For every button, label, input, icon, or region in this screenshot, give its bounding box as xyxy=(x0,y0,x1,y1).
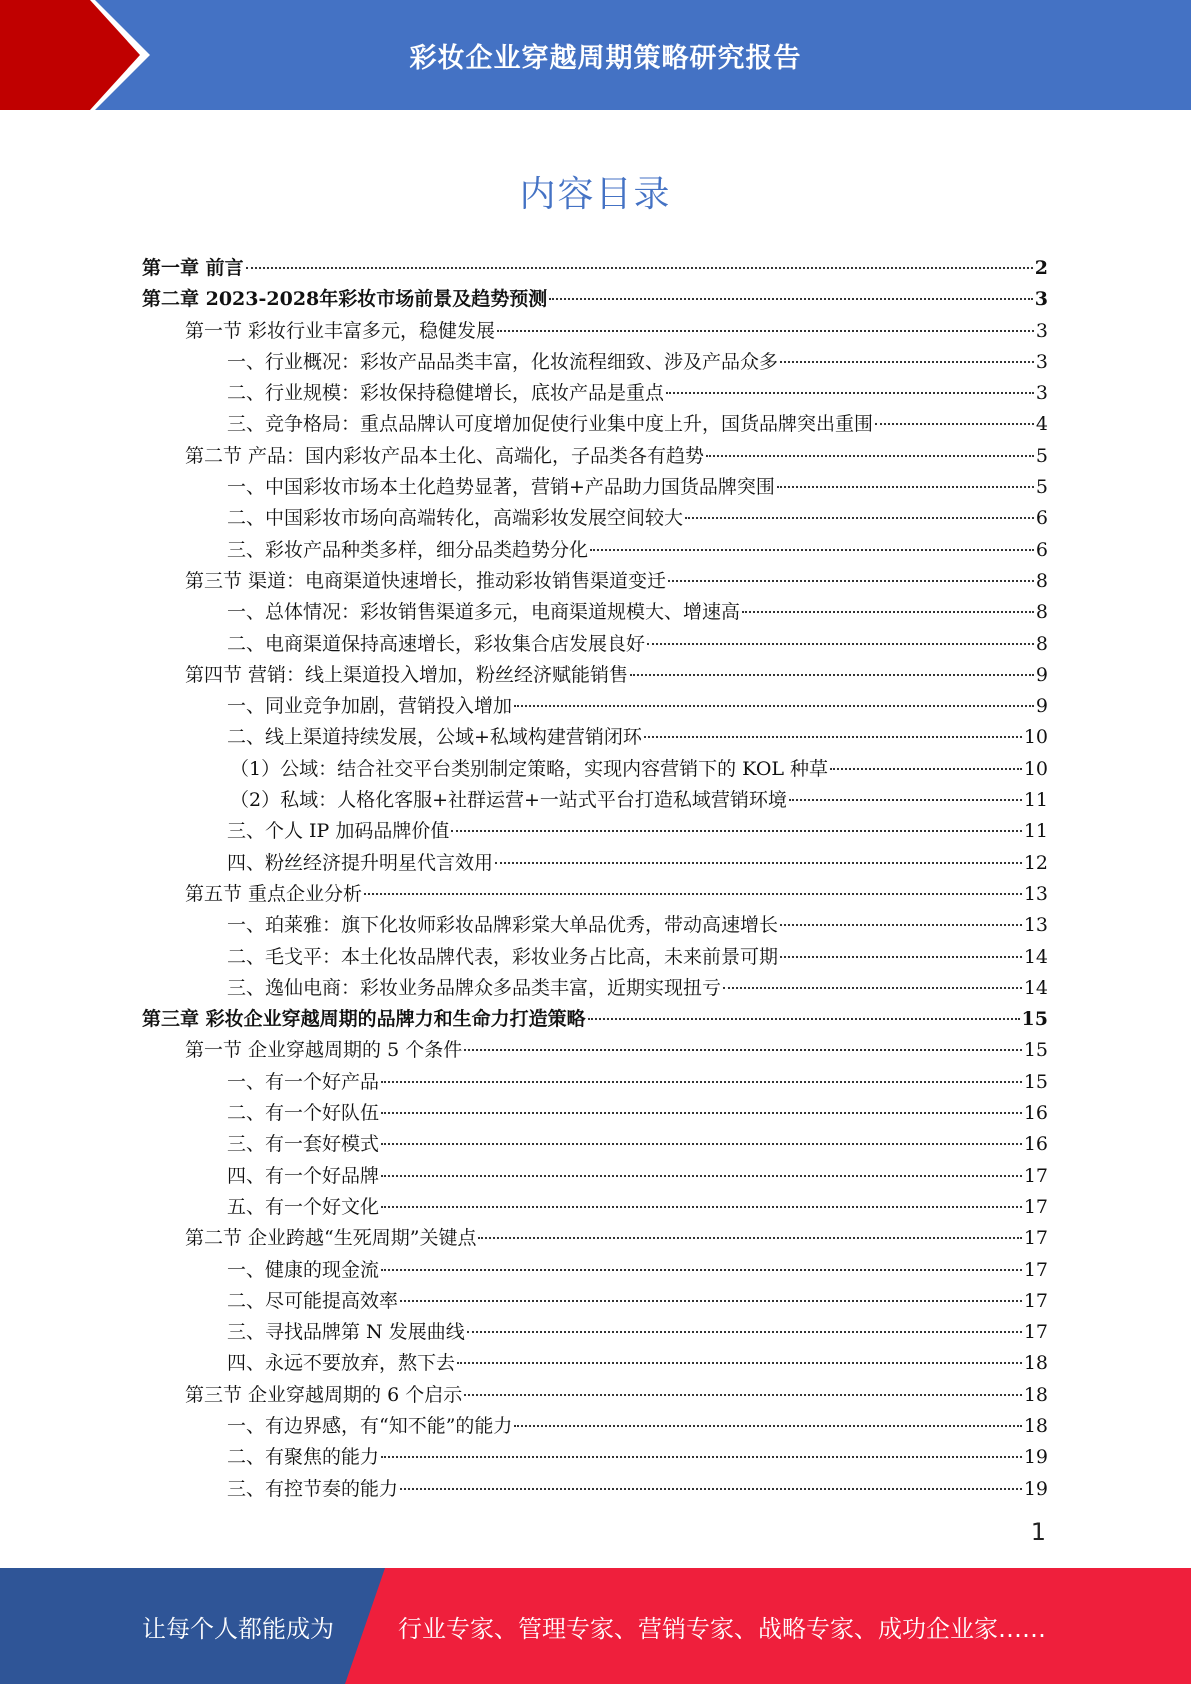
toc-entry-page: 12 xyxy=(1023,851,1048,874)
toc-entry-label: 三、个人 IP 加码品牌价值 xyxy=(227,820,450,843)
toc-entry[interactable] xyxy=(142,1004,1048,1035)
page-footer xyxy=(0,1568,1191,1684)
toc-entry[interactable] xyxy=(142,942,1048,973)
toc-entry-label: 二、尽可能提高效率 xyxy=(227,1289,399,1312)
toc-leader-dots xyxy=(381,1081,1022,1083)
toc-leader-dots xyxy=(685,517,1034,519)
toc-entry-label: 二、有聚焦的能力 xyxy=(227,1446,380,1469)
toc-entry-label: 第三节 企业穿越周期的 6 个启示 xyxy=(185,1383,463,1406)
toc-entry[interactable] xyxy=(142,1192,1048,1223)
toc-entry-label: 三、逸仙电商：彩妆业务品牌众多品类丰富，近期实现扭亏 xyxy=(227,976,722,999)
toc-entry-label: 三、有控节奏的能力 xyxy=(227,1477,399,1500)
toc-entry-label: 第三节 渠道：电商渠道快速增长，推动彩妆销售渠道变迁 xyxy=(185,569,667,592)
toc-leader-dots xyxy=(464,1049,1022,1051)
toc-entry-page: 3 xyxy=(1034,288,1048,311)
toc-leader-dots xyxy=(706,455,1034,457)
toc-leader-dots xyxy=(381,1269,1022,1271)
toc-leader-dots xyxy=(780,361,1034,363)
toc-entry-page: 14 xyxy=(1023,976,1048,999)
toc-entry-label: 二、有一个好队伍 xyxy=(227,1102,380,1125)
toc-entry-page: 11 xyxy=(1023,789,1048,812)
toc-entry[interactable] xyxy=(142,1348,1048,1379)
toc-entry[interactable] xyxy=(142,1067,1048,1098)
toc-entry-page: 16 xyxy=(1023,1102,1048,1125)
toc-entry[interactable] xyxy=(142,535,1048,566)
toc-entry[interactable] xyxy=(142,973,1048,1004)
toc-leader-dots xyxy=(381,1206,1022,1208)
toc-leader-dots xyxy=(630,674,1034,676)
toc-entry-page: 8 xyxy=(1035,569,1048,592)
toc-entry-label: 第二节 企业跨越“生死周期”关键点 xyxy=(185,1227,477,1250)
toc-entry[interactable] xyxy=(142,1255,1048,1286)
toc-entry-page: 3 xyxy=(1035,319,1048,342)
toc-entry[interactable] xyxy=(142,816,1048,847)
table-of-contents xyxy=(142,253,1048,1505)
toc-entry[interactable] xyxy=(142,691,1048,722)
toc-leader-dots xyxy=(644,736,1022,738)
page-header xyxy=(0,0,1191,110)
toc-entry[interactable] xyxy=(142,1411,1048,1442)
toc-leader-dots xyxy=(381,1112,1022,1114)
toc-entry-label: （2）私域：人格化客服+社群运营+一站式平台打造私域营销环境 xyxy=(230,789,787,812)
toc-entry[interactable] xyxy=(142,1129,1048,1160)
toc-entry-label: （1）公域：结合社交平台类别制定策略，实现内容营销下的 KOL 种草 xyxy=(230,757,829,780)
toc-entry[interactable] xyxy=(142,472,1048,503)
toc-entry-label: 一、有一个好产品 xyxy=(227,1070,380,1093)
toc-entry[interactable] xyxy=(142,754,1048,785)
toc-entry-page: 2 xyxy=(1034,257,1048,279)
toc-leader-dots xyxy=(723,987,1022,989)
toc-entry-label: 二、行业规模：彩妆保持稳健增长，底妆产品是重点 xyxy=(227,382,665,405)
toc-entry-label: 一、中国彩妆市场本土化趋势显著，营销+产品助力国货品牌突围 xyxy=(227,476,775,499)
toc-leader-dots xyxy=(451,830,1021,832)
toc-entry[interactable] xyxy=(142,1223,1048,1254)
toc-entry[interactable] xyxy=(142,1317,1048,1348)
toc-heading: 内容目录 xyxy=(519,174,672,215)
toc-entry-label: 一、健康的现金流 xyxy=(227,1258,380,1281)
toc-leader-dots xyxy=(364,893,1022,895)
toc-leader-dots xyxy=(875,423,1034,425)
toc-leader-dots xyxy=(467,1331,1022,1333)
toc-entry-label: 三、有一套好模式 xyxy=(227,1133,380,1156)
toc-entry-page: 3 xyxy=(1035,382,1048,405)
toc-entry-label: 一、行业概况：彩妆产品品类丰富，化妆流程细致、涉及产品众多 xyxy=(227,350,779,373)
toc-entry[interactable] xyxy=(142,316,1048,347)
toc-entry[interactable] xyxy=(142,503,1048,534)
toc-entry-label: 第四节 营销：线上渠道投入增加，粉丝经济赋能销售 xyxy=(185,663,629,686)
toc-leader-dots xyxy=(588,1018,1020,1020)
toc-leader-dots xyxy=(246,267,1033,269)
toc-entry-page: 11 xyxy=(1023,820,1048,843)
toc-entry-page: 19 xyxy=(1023,1477,1048,1500)
toc-entry-label: 一、总体情况：彩妆销售渠道多元，电商渠道规模大、增速高 xyxy=(227,601,741,624)
toc-entry[interactable] xyxy=(142,1286,1048,1317)
toc-leader-dots xyxy=(789,799,1022,801)
page-number: 1 xyxy=(1030,1518,1046,1546)
toc-leader-dots xyxy=(495,862,1022,864)
toc-entry-label: 第一章 前言 xyxy=(142,257,244,279)
toc-leader-dots xyxy=(478,1237,1021,1239)
toc-entry-page: 16 xyxy=(1023,1133,1048,1156)
toc-leader-dots xyxy=(400,1488,1022,1490)
toc-entry-page: 4 xyxy=(1035,413,1048,436)
toc-entry-page: 17 xyxy=(1023,1227,1048,1250)
toc-entry-label: 一、同业竞争加剧，营销投入增加 xyxy=(227,695,513,718)
toc-leader-dots xyxy=(457,1362,1022,1364)
toc-entry[interactable] xyxy=(142,441,1048,472)
toc-entry-page: 10 xyxy=(1023,757,1048,780)
toc-entry-page: 17 xyxy=(1023,1321,1048,1344)
toc-entry-page: 13 xyxy=(1023,914,1048,937)
toc-entry[interactable] xyxy=(142,910,1048,941)
toc-entry-page: 9 xyxy=(1035,695,1048,718)
toc-entry[interactable] xyxy=(142,284,1048,315)
toc-entry-page: 5 xyxy=(1035,476,1048,499)
toc-entry-label: 一、有边界感，有“知不能”的能力 xyxy=(227,1414,513,1437)
toc-entry[interactable] xyxy=(142,1035,1048,1066)
toc-entry-label: 第二节 产品：国内彩妆产品本土化、高端化，子品类各有趋势 xyxy=(185,444,705,467)
toc-leader-dots xyxy=(590,549,1034,551)
toc-entry-page: 18 xyxy=(1023,1383,1048,1406)
toc-entry[interactable] xyxy=(142,566,1048,597)
toc-entry-page: 8 xyxy=(1035,632,1048,655)
toc-entry-page: 15 xyxy=(1023,1039,1048,1062)
toc-entry-page: 14 xyxy=(1023,945,1048,968)
toc-entry-page: 17 xyxy=(1023,1289,1048,1312)
toc-entry[interactable] xyxy=(142,347,1048,378)
toc-entry-label: 四、永远不要放弃，熬下去 xyxy=(227,1352,456,1375)
toc-entry-label: 第三章 彩妆企业穿越周期的品牌力和生命力打造策略 xyxy=(142,1008,586,1031)
toc-entry-page: 18 xyxy=(1023,1414,1048,1437)
toc-leader-dots xyxy=(381,1175,1022,1177)
toc-entry-page: 10 xyxy=(1023,726,1048,749)
toc-entry[interactable] xyxy=(142,597,1048,628)
toc-entry-label: 五、有一个好文化 xyxy=(227,1195,380,1218)
toc-entry-label: 三、彩妆产品种类多样，细分品类趋势分化 xyxy=(227,538,589,561)
toc-leader-dots xyxy=(780,956,1022,958)
toc-entry-page: 17 xyxy=(1023,1195,1048,1218)
toc-entry-label: 三、竞争格局：重点品牌认可度增加促使行业集中度上升，国货品牌突出重围 xyxy=(227,413,874,436)
toc-leader-dots xyxy=(780,924,1022,926)
toc-entry-page: 19 xyxy=(1023,1446,1048,1469)
toc-leader-dots xyxy=(666,392,1034,394)
toc-entry[interactable] xyxy=(142,253,1048,284)
footer-slogan-left: 让每个人都能成为 xyxy=(142,1614,334,1643)
toc-leader-dots xyxy=(830,768,1022,770)
toc-leader-dots xyxy=(549,298,1033,300)
toc-entry-label: 四、有一个好品牌 xyxy=(227,1164,380,1187)
toc-entry[interactable] xyxy=(142,785,1048,816)
toc-entry-page: 3 xyxy=(1035,350,1048,373)
toc-entry-label: 第五节 重点企业分析 xyxy=(185,882,363,905)
toc-leader-dots xyxy=(381,1143,1022,1145)
toc-leader-dots xyxy=(514,705,1034,707)
toc-entry-page: 15 xyxy=(1023,1070,1048,1093)
toc-leader-dots xyxy=(742,611,1034,613)
toc-entry-page: 6 xyxy=(1035,538,1048,561)
toc-entry[interactable] xyxy=(142,1098,1048,1129)
report-title: 彩妆企业穿越周期策略研究报告 xyxy=(409,42,802,74)
toc-entry-label: 三、寻找品牌第 N 发展曲线 xyxy=(227,1321,465,1344)
toc-entry[interactable] xyxy=(142,1442,1048,1473)
toc-entry-label: 二、中国彩妆市场向高端转化，高端彩妆发展空间较大 xyxy=(227,507,684,530)
toc-entry[interactable] xyxy=(142,629,1048,660)
toc-entry[interactable] xyxy=(142,660,1048,691)
toc-leader-dots xyxy=(777,486,1034,488)
toc-leader-dots xyxy=(400,1300,1022,1302)
toc-entry-page: 13 xyxy=(1023,882,1048,905)
toc-entry-label: 二、毛戈平：本土化妆品牌代表，彩妆业务占比高，未来前景可期 xyxy=(227,945,779,968)
footer-slogan-right: 行业专家、管理专家、营销专家、战略专家、成功企业家…… xyxy=(398,1614,1046,1643)
toc-leader-dots xyxy=(668,580,1034,582)
toc-entry-page: 9 xyxy=(1035,663,1048,686)
toc-entry[interactable] xyxy=(142,879,1048,910)
toc-entry[interactable] xyxy=(142,848,1048,879)
toc-leader-dots xyxy=(497,330,1034,332)
toc-entry-page: 15 xyxy=(1021,1008,1048,1031)
toc-entry[interactable] xyxy=(142,409,1048,440)
toc-entry-label: 四、粉丝经济提升明星代言效用 xyxy=(227,851,494,874)
toc-entry[interactable] xyxy=(142,1474,1048,1505)
toc-entry[interactable] xyxy=(142,1380,1048,1411)
toc-leader-dots xyxy=(514,1425,1021,1427)
toc-entry-page: 17 xyxy=(1023,1258,1048,1281)
toc-entry-label: 第二章 2023-2028年彩妆市场前景及趋势预测 xyxy=(142,288,548,311)
toc-leader-dots xyxy=(464,1394,1022,1396)
toc-entry[interactable] xyxy=(142,1161,1048,1192)
toc-entry-page: 6 xyxy=(1035,507,1048,530)
toc-entry-page: 17 xyxy=(1023,1164,1048,1187)
toc-entry-page: 8 xyxy=(1035,601,1048,624)
toc-leader-dots xyxy=(381,1456,1022,1458)
toc-entry[interactable] xyxy=(142,722,1048,753)
toc-entry-page: 18 xyxy=(1023,1352,1048,1375)
toc-entry-label: 第一节 企业穿越周期的 5 个条件 xyxy=(185,1039,463,1062)
toc-entry-label: 一、珀莱雅：旗下化妆师彩妆品牌彩棠大单品优秀，带动高速增长 xyxy=(227,914,779,937)
toc-entry[interactable] xyxy=(142,378,1048,409)
toc-leader-dots xyxy=(647,643,1034,645)
toc-entry-page: 5 xyxy=(1035,444,1048,467)
toc-entry-label: 二、电商渠道保持高速增长，彩妆集合店发展良好 xyxy=(227,632,646,655)
toc-entry-label: 第一节 彩妆行业丰富多元，稳健发展 xyxy=(185,319,496,342)
toc-entry-label: 二、线上渠道持续发展，公域+私域构建营销闭环 xyxy=(227,726,642,749)
